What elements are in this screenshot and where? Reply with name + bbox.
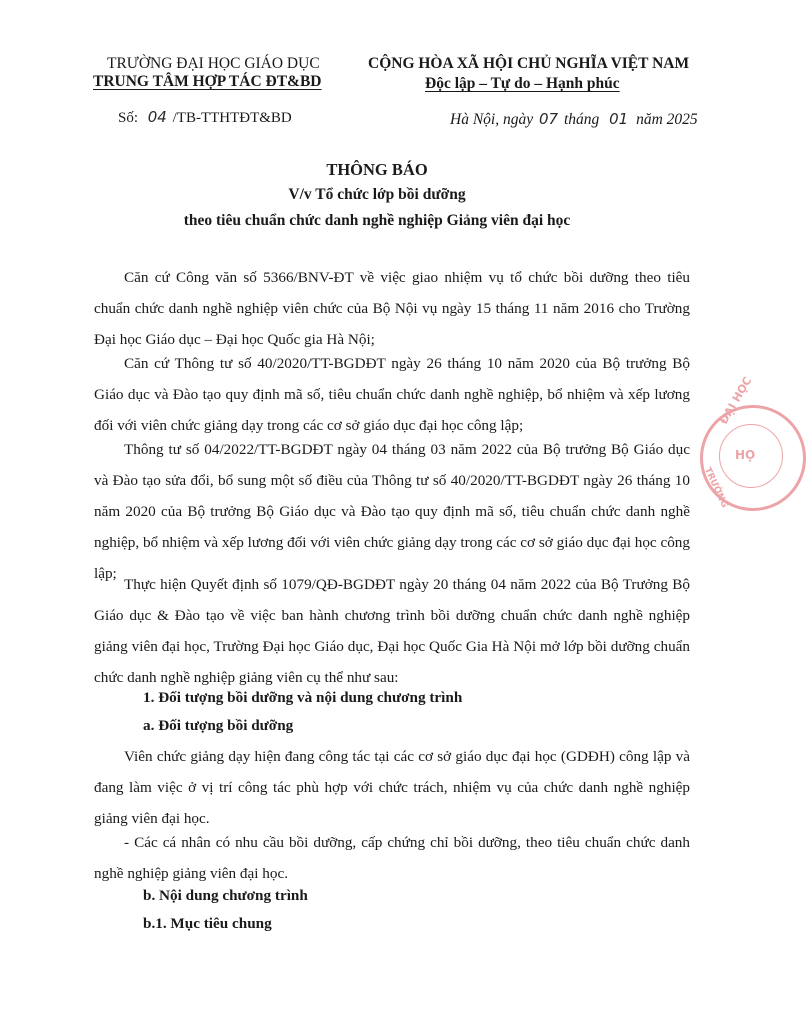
place-date	[450, 110, 698, 129]
date-day: 07	[538, 110, 559, 128]
paragraph-legal-basis-3	[94, 434, 690, 589]
country-name: CỘNG HÒA XÃ HỘI CHỦ NGHĨA VIỆT NAM	[368, 55, 690, 72]
seal-text-mid: HỌ	[735, 448, 756, 462]
org-unit: TRUNG TÂM HỢP TÁC ĐT&BD	[93, 73, 322, 90]
seal-text-bottom: TRƯỜNG	[701, 466, 730, 510]
document-subtitle-2: theo tiêu chuẩn chức danh nghề nghiệp Giảng viên đại học	[183, 212, 571, 229]
reference-number	[118, 108, 292, 127]
paragraph-text: Thực hiện Quyết định số 1079/QĐ-BGDĐT ngày 20 tháng 04 năm 2022 của Bộ Trưởng Bộ Giáo dục & Đào tạo về việc ban hành chương trình bồi dưỡng chuẩn chức danh nghề nghiệp giảng viên đại học, Trường Đại học Giáo dục, Đại học Quốc Gia Hà Nội mở lớp bồi dưỡng chuẩn chức danh nghề nghiệp giảng viên cụ thể như sau:	[94, 576, 690, 686]
year-label: năm 2025	[636, 111, 698, 128]
section-heading-1a: a. Đối tượng bồi dưỡng	[143, 717, 294, 734]
paragraph-text: Căn cứ Thông tư số 40/2020/TT-BGDĐT ngày 26 tháng 10 năm 2020 của Bộ trưởng Bộ Giáo dục và Đào tạo quy định mã số, tiêu chuẩn chức danh nghề nghiệp, bổ nhiệm và xếp lương đối với viên chức giảng dạy trong các cơ sở giáo dục đại học công lập;	[94, 355, 690, 434]
paragraph-text: Căn cứ Công văn số 5366/BNV-ĐT về việc giao nhiệm vụ tổ chức bồi dưỡng theo tiêu chuẩn chức danh nghề nghiệp viên chức của Bộ Nội vụ ngày 15 tháng 11 năm 2016 cho Trường Đại học Giáo dục – Đại học Quốc gia Hà Nội;	[94, 269, 690, 348]
official-seal	[700, 374, 806, 511]
document-subtitle-1: V/v Tổ chức lớp bồi dưỡng	[288, 186, 466, 203]
seal-text-top: ĐẠI HỌC	[717, 374, 755, 427]
paragraph-text: Thông tư số 04/2022/TT-BGDĐT ngày 04 tháng 03 năm 2022 của Bộ trưởng Bộ Giáo dục và Đào tạo sửa đổi, bổ sung một số điều của Thông tư số 40/2020/TT-BGDĐT ngày 26 tháng 10 năm 2020 của Bộ trưởng Bộ Giáo dục và Đào tạo quy định mã số, tiêu chuẩn chức danh nghề nghiệp, bổ nhiệm và xếp lương đối với viên chức giảng dạy trong các cơ sở giáo dục đại học công lập;	[94, 441, 690, 582]
paragraph-target-audience	[94, 741, 690, 834]
paragraph-implementation	[94, 569, 690, 693]
org-parent: TRƯỜNG ĐẠI HỌC GIÁO DỤC	[107, 55, 320, 72]
paragraph-legal-basis-2	[94, 348, 690, 441]
paragraph-other-individuals	[94, 827, 690, 889]
month-label: tháng	[563, 111, 600, 128]
section-heading-1: 1. Đối tượng bồi dưỡng và nội dung chương trình	[143, 689, 463, 706]
paragraph-text: Viên chức giảng dạy hiện đang công tác tại các cơ sở giáo dục đại học (GDĐH) công lập và đang làm việc ở vị trí công tác phù hợp với chức trách, nhiệm vụ của chức danh nghề nghiệp giảng viên đại học.	[94, 748, 690, 827]
motto: Độc lập – Tự do – Hạnh phúc	[425, 75, 620, 92]
paragraph-legal-basis-1	[94, 262, 690, 355]
date-month: 01	[609, 110, 629, 128]
document-title: THÔNG BÁO	[326, 160, 428, 179]
section-heading-1b: b. Nội dung chương trình	[143, 887, 308, 904]
place-date-prefix: Hà Nội, ngày	[450, 111, 534, 128]
ref-number: 04	[147, 108, 167, 126]
section-heading-1b1: b.1. Mục tiêu chung	[143, 915, 272, 932]
paragraph-text: - Các cá nhân có nhu cầu bồi dưỡng, cấp chứng chỉ bồi dưỡng, theo tiêu chuẩn chức danh nghề nghiệp giảng viên đại học.	[94, 834, 690, 882]
ref-label: Số:	[118, 110, 139, 126]
ref-suffix: /TB-TTHTĐT&BD	[172, 110, 292, 126]
